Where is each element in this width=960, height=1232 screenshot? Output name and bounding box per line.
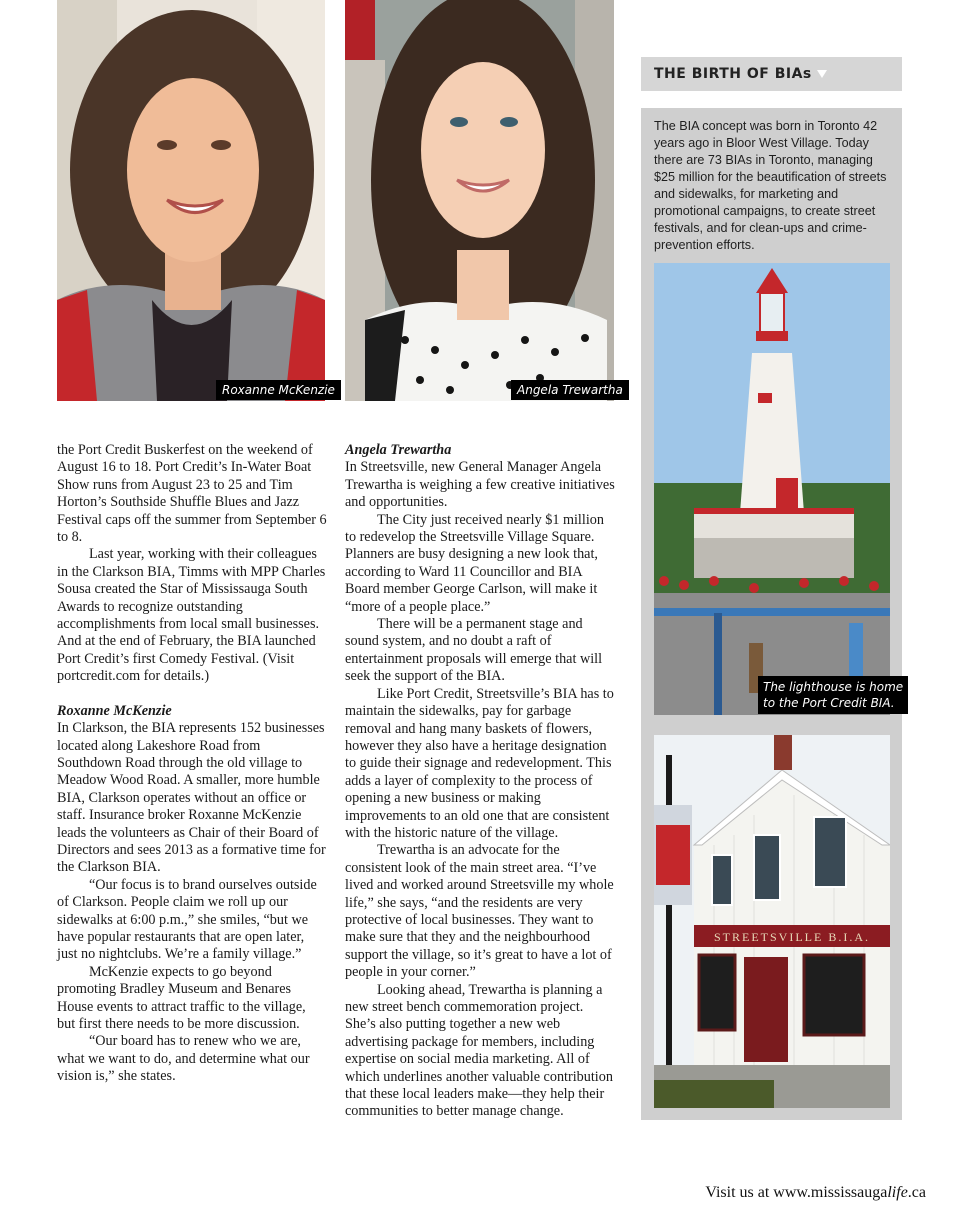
section-heading-mckenzie: Roxanne McKenzie: [57, 702, 172, 719]
triangle-down-icon: [817, 70, 827, 78]
caption-line: The lighthouse is home: [763, 680, 904, 694]
paragraph: “Our focus is to brand ourselves outside of Clarkson. People claim we roll up our sidewalks at 6:00 p.m.,” she smiles, “but we have popular restaurants that are open later, just no nightclubs. We’re a family village.”: [57, 876, 317, 963]
lighthouse-photo: [654, 263, 890, 715]
storefront-sign: STREETSVILLE B.I.A.: [714, 930, 870, 944]
sidebar-title: [641, 57, 902, 91]
paragraph: There will be a permanent stage and sound system, and no doubt a raft of entertainment proposals will emerge that will seek the support of the BIA.: [345, 616, 603, 685]
footer-website-line: [705, 1184, 926, 1202]
article-column-2: [345, 442, 615, 1121]
paragraph: Like Port Credit, Streetsville’s BIA has to maintain the sidewalks, pay for garbage removal and hang many baskets of flowers, however they also have a heritage designation to guide their signage and redevelopment. This adds a layer of complexity to the process of opening a new business or making improvements to an old one that are consistent with the historic nature of the village.: [345, 685, 614, 841]
footer-text: Visit us at www.mississauga: [705, 1184, 888, 1201]
caption-line: to the Port Credit BIA.: [763, 696, 895, 710]
paragraph: The City just received nearly $1 million to redevelop the Streetsville Village Square. Planners are busy designing a new look that, according to Ward 11 Councillor and BIA Board member George Carlson, will make it “more of a people place.”: [345, 511, 604, 615]
paragraph: In Clarkson, the BIA represents 152 businesses located along Lakeshore Road from Southdown Road through the old village to Meadow Wood Road. A smaller, more humble BIA, Clarkson operates without an office or staff. Insurance broker Roxanne McKenzie leads the volunteers as Chair of their Board of Directors and sees 2013 as a formative time for the Clarkson BIA.: [57, 720, 326, 876]
paragraph: Trewartha is an advocate for the consistent look of the main street area. “I’ve lived and worked around Streetsville my whole life,” she says, “and the residents are very protective of local businesses. They want to make sure that they and the neighbourhood support the village, so it’s great to have a lot of people in your corner.”: [345, 842, 614, 981]
footer-text-suffix: .ca: [907, 1184, 926, 1201]
paragraph: “Our board has to renew who we are, what we want to do, and determine what our vision is,” she states.: [57, 1033, 310, 1085]
roxanne-mckenzie-photo: [57, 0, 325, 401]
paragraph: In Streetsville, new General Manager Angela Trewartha is weighing a few creative initiatives and opportunities.: [345, 459, 615, 511]
paragraph: Last year, working with their colleagues in the Clarkson BIA, Timms with MPP Charles Sousa created the Star of Mississauga South Awards to recognize outstanding accomplishments from local small businesses. And at the end of February, the BIA launched Port Credit’s first Comedy Festival. (Visit portcredit.com for details.): [57, 546, 326, 685]
caption-text: Roxanne McKenzie: [222, 383, 335, 397]
footer-text-italic: life: [887, 1184, 908, 1201]
sidebar-title-text: THE BIRTH OF BIAs: [654, 66, 812, 82]
streetsville-bia-building-photo: [654, 735, 890, 1108]
section-heading-trewartha: Angela Trewartha: [345, 442, 452, 458]
paragraph: McKenzie expects to go beyond promoting Bradley Museum and Benares House events to attract traffic to the village, but first there needs to be more discussion.: [57, 963, 306, 1032]
caption-text: Angela Trewartha: [517, 383, 623, 397]
sidebar-body: The BIA concept was born in Toronto 42 years ago in Bloor West Village. Today there are 73 BIAs in Toronto, managing $25 million for the beautification of streets and sidewalks, for marketing and promotional campaigns, to create street festivals, and for clean-ups and crime-prevention efforts.: [654, 119, 887, 252]
lighthouse-caption: [758, 676, 908, 714]
paragraph: the Port Credit Buskerfest on the weekend of August 16 to 18. Port Credit’s In-Water Boat Show runs from August 23 to 25 and Tim Horton’s Southside Shuffle Blues and Jazz Festival caps off the summer from September 6 to 8.: [57, 442, 327, 546]
left-photo-caption: [216, 380, 341, 400]
paragraph: Looking ahead, Trewartha is planning a new street bench commemoration project. She’s also putting together a new web advertising package for members, including expertise on social media marketing. All of which underlines another valuable contribution that these local leaders make—they help their communities to better manage change.: [345, 981, 613, 1120]
middle-photo-caption: [511, 380, 629, 400]
article-column-1: [57, 442, 327, 1086]
angela-trewartha-photo: [345, 0, 614, 401]
